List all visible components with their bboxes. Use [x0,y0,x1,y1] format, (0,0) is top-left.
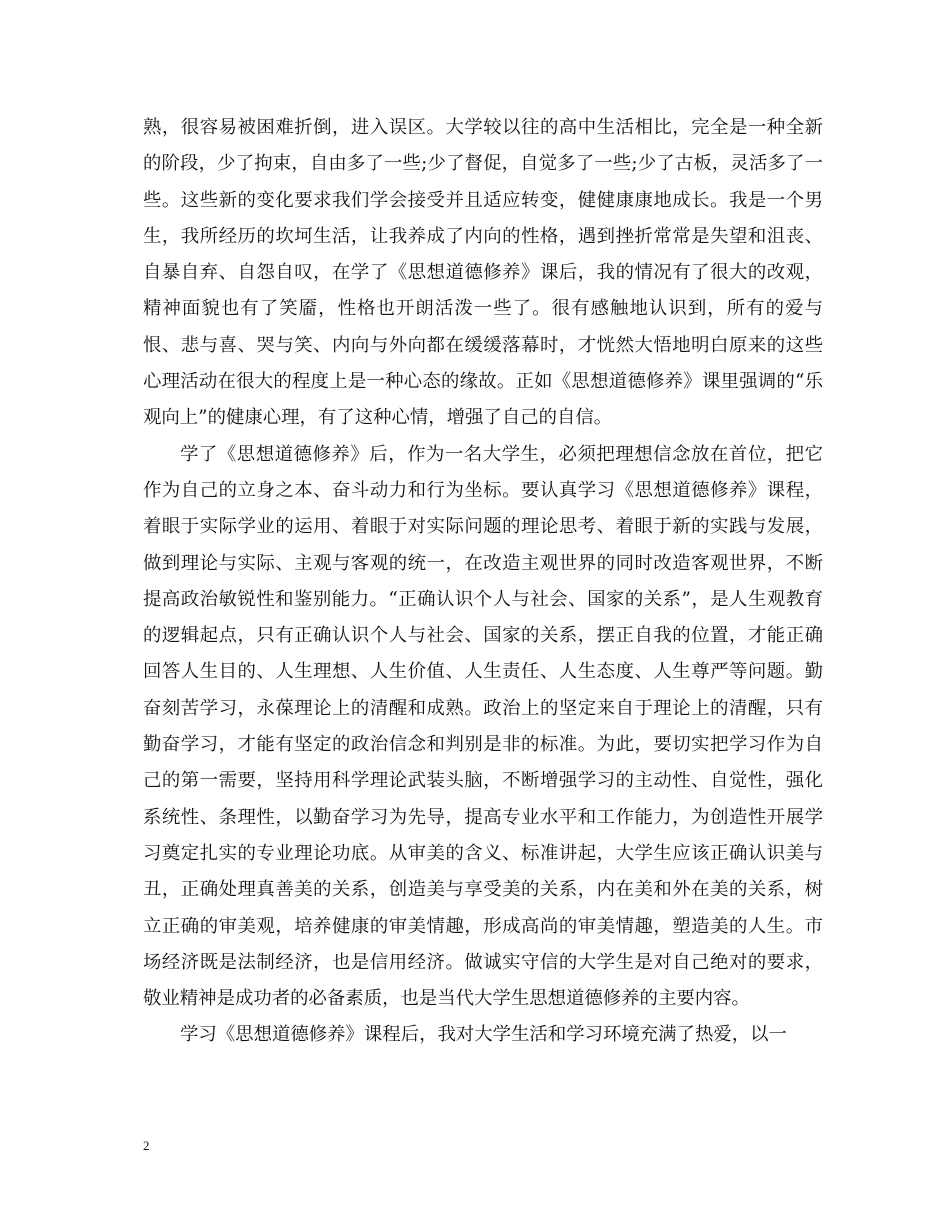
paragraph-1: 熟，很容易被困难折倒，进入误区。大学较以往的高中生活相比，完全是一种全新的阶段，少了拘束，自由多了一些;少了督促，自觉多了一些;少了古板，灵活多了一些。这些新的变化要求我们学会接受并且适应转变，健健康康地成长。我是一个男生，我所经历的坎坷生活，让我养成了内向的性格，遇到挫折常常是失望和沮丧、自暴自弃、自怨自叹，在学了《思想道德修养》课后，我的情况有了很大的改观，精神面貌也有了笑靥，性格也开朗活泼一些了。很有感触地认识到，所有的爱与恨、悲与喜、哭与笑、内向与外向都在缓缓落幕时，才恍然大悟地明白原来的这些心理活动在很大的程度上是一种心态的缘故。正如《思想道德修养》课里强调的“乐观向上”的健康心理，有了这种心情，增强了自己的自信。 [143,117,823,429]
document-body [143,110,823,1054]
paragraph-2: 学了《思想道德修养》后，作为一名大学生，必须把理想信念放在首位，把它作为自己的立身之本、奋斗动力和行为坐标。要认真学习《思想道德修养》课程，着眼于实际学业的运用、着眼于对实际问题的理论思考、着眼于新的实践与发展，做到理论与实际、主观与客观的统一，在改造主观世界的同时改造客观世界，不断提高政治敏锐性和鉴别能力。“正确认识个人与社会、国家的关系”，是人生观教育的逻辑起点，只有正确认识个人与社会、国家的关系，摆正自我的位置，才能正确回答人生目的、人生理想、人生价值、人生责任、人生态度、人生尊严等问题。勤奋刻苦学习，永葆理论上的清醒和成熟。政治上的坚定来自于理论上的清醒，只有勤奋学习，才能有坚定的政治信念和判别是非的标准。为此，要切实把学习作为自己的第一需要，坚持用科学理论武装头脑，不断增强学习的主动性、自觉性，强化系统性、条理性，以勤奋学习为先导，提高专业水平和工作能力，为创造性开展学习奠定扎实的专业理论功底。从审美的含义、标准讲起，大学生应该正确认识美与丑，正确处理真善美的关系，创造美与享受美的关系，内在美和外在美的关系，树立正确的审美观，培养健康的审美情趣，形成高尚的审美情趣，塑造美的人生。市场经济既是法制经济，也是信用经济。做诚实守信的大学生是对自己绝对的要求，敬业精神是成功者的必备素质，也是当代大学生思想道德修养的主要内容。 [143,443,823,1010]
page-number: 2 [143,1138,150,1153]
paragraph-3: 学习《思想道德修养》课程后，我对大学生活和学习环境充满了热爱，以一 [180,1024,787,1046]
